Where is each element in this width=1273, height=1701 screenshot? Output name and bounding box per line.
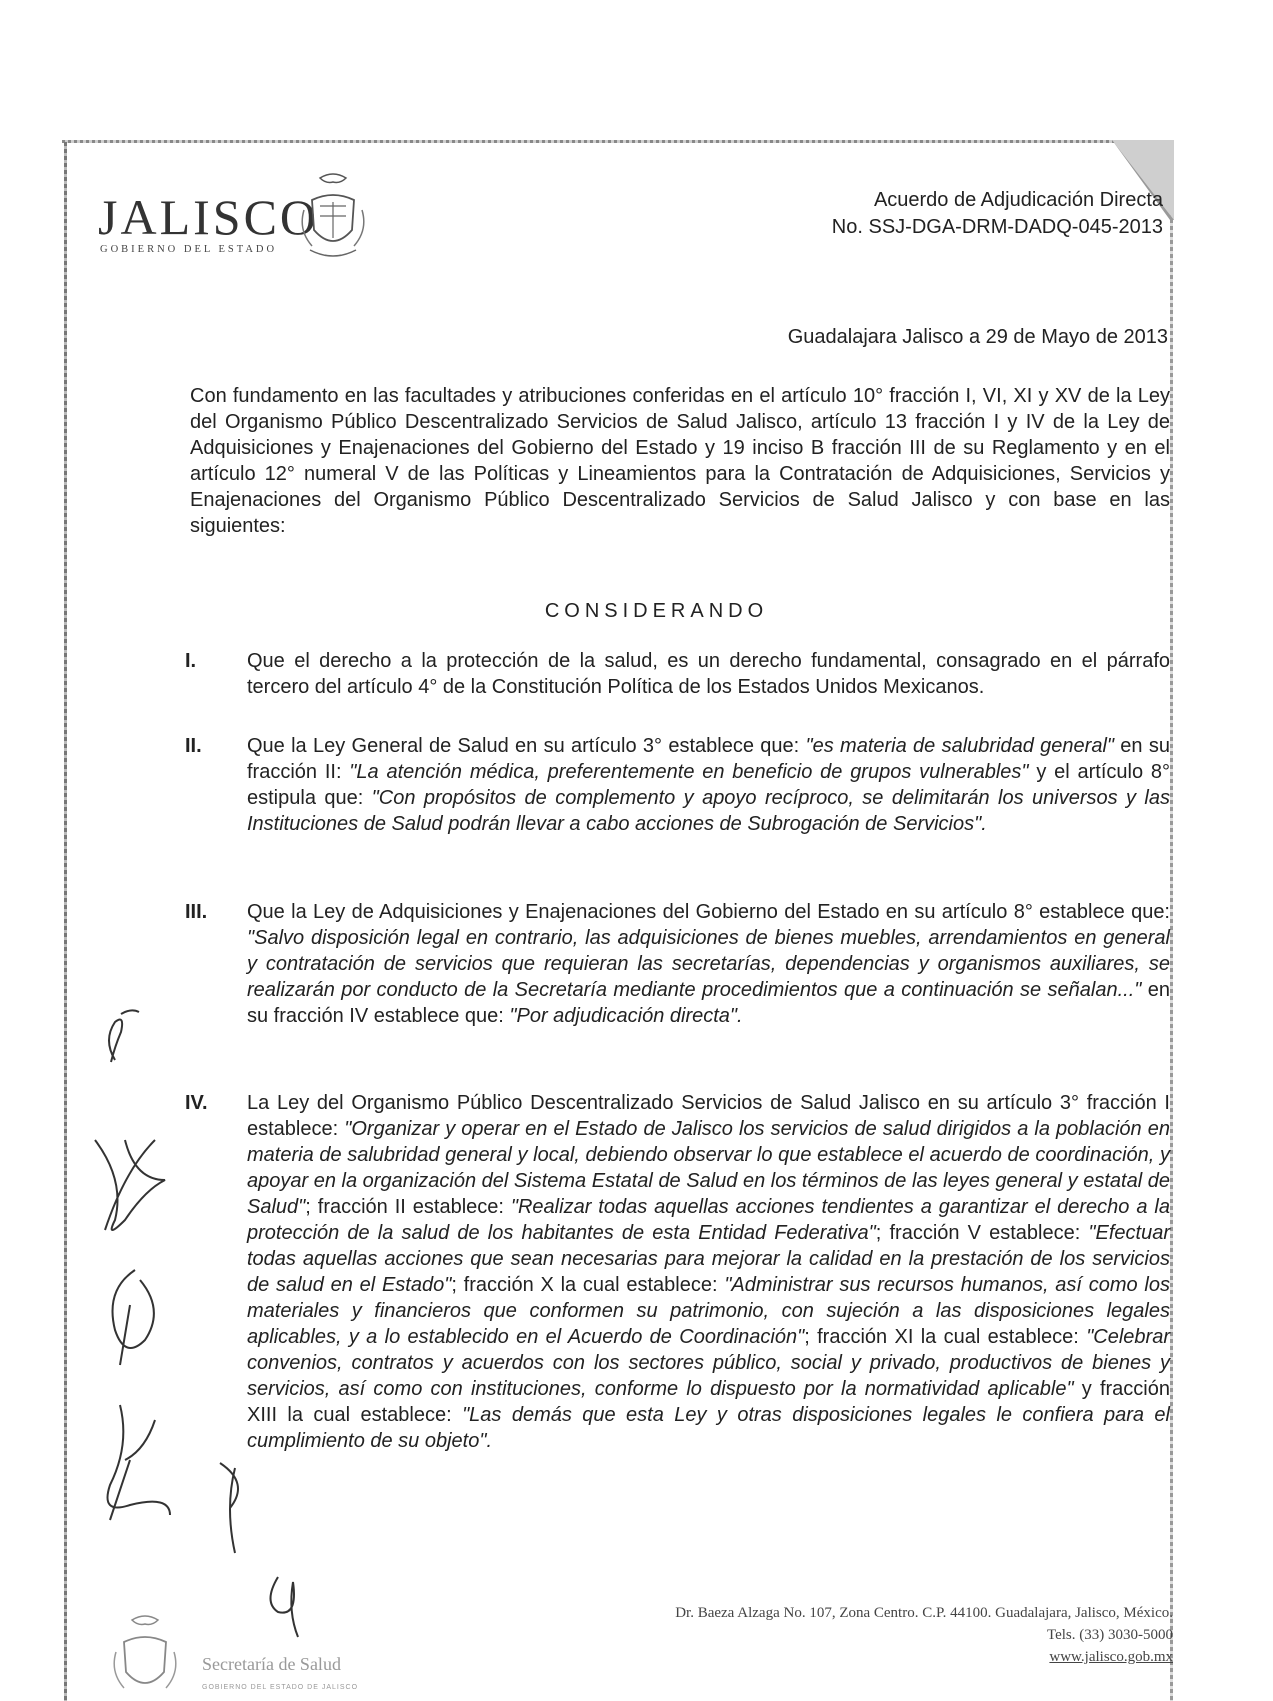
handwritten-signature-1 (85, 1120, 175, 1250)
handwritten-signature-3 (90, 1400, 180, 1530)
coat-of-arms-icon (298, 170, 368, 260)
considerando-item-3 (185, 899, 1170, 1029)
jalisco-logo (98, 170, 368, 260)
item-number: II. (185, 735, 202, 757)
considerando-item-1 (185, 648, 1170, 700)
footer-phone: Tels. (33) 3030-5000 (1046, 1627, 1173, 1643)
document-date: Guadalajara Jalisco a 29 de Mayo de 2013 (787, 326, 1168, 348)
item-number: I. (185, 650, 197, 672)
handwritten-signature-2 (95, 1265, 175, 1375)
handwritten-initial-1 (85, 1000, 155, 1070)
title-line-1: Acuerdo de Adjudicación Directa (873, 189, 1163, 211)
footer-contact (675, 1602, 1173, 1668)
footer-website-link[interactable]: www.jalisco.gob.mx (1049, 1649, 1173, 1665)
intro-paragraph: Con fundamento en las facultades y atribuciones conferidas en el artículo 10° fracción I, VI, XI y XV de la Ley del Organismo Público Descentralizado Servicios de Salud Jalisco, artículo 13 fracción I y IV de la Ley de Adquisiciones y Enajenaciones del Gobierno del Estado y 19 inciso B fracción III de su Reglamento y en el artículo 12° numeral V de las Políticas y Lineamientos para la Contratación de Adquisiciones, Servicios y Enajenaciones del Organismo Público Descentralizado Servicios de Salud Jalisco y con base en las siguientes: (190, 385, 1170, 537)
handwritten-initial-2 (210, 1458, 260, 1558)
item-number: III. (185, 901, 208, 923)
secretaria-subtitle: GOBIERNO DEL ESTADO DE JALISCO (202, 1684, 359, 1691)
document-title (832, 187, 1163, 241)
coat-of-arms-icon (110, 1612, 180, 1701)
secretaria-salud-logo (110, 1612, 370, 1701)
item-text: Que la Ley General de Salud en su artículo 3° establece que: "es materia de salubridad general" en su fracción II: "La atención médica, preferentemente en beneficio de grupos vulnerables" y el artículo 8° estipula que: "Con propósitos de complemento y apoyo recíproco, se delimitarán los universos y las Instituciones de Salud podrán llevar a cabo acciones de Subrogación de Servicios". (247, 735, 1170, 835)
considerando-item-4 (185, 1090, 1170, 1454)
section-heading: CONSIDERANDO (544, 600, 769, 622)
scan-frame-left (64, 142, 67, 1701)
logo-subtitle: GOBIERNO DEL ESTADO (100, 244, 278, 255)
scan-frame-top (62, 140, 1172, 143)
secretaria-name: Secretaría de Salud (202, 1654, 341, 1674)
item-text: La Ley del Organismo Público Descentralizado Servicios de Salud Jalisco en su artículo 3° fracción I establece: "Organizar y operar en el Estado de Jalisco los servicios de salud dirigidos a la población en materia de salubridad general y local, debiendo observar lo que establece el acuerdo de coordinación, y apoyar en la organización del Sistema Estatal de Salud en los términos de las leyes general y estatal de Salud"; fracción II establece: "Realizar todas aquellas acciones tendientes a garantizar el derecho a la protección de la salud de los habitantes de esta Entidad Federativa"; fracción V establece: "Efectuar todas aquellas acciones que sean necesarias para mejorar la calidad en la prestación de los servicios de salud en el Estado"; fracción X la cual establece: "Administrar sus recursos humanos, así como los materiales y financieros que conformen su patrimonio, con sujeción a las disposiciones legales aplicables, y a lo establecido en el Acuerdo de Coordinación"; fracción XI la cual establece: "Celebrar convenios, contratos y acuerdos con los sectores público, social y privado, productivos de bienes y servicios, así como con instituciones, conforme lo dispuesto por la normatividad aplicable" y fracción XIII la cual establece: "Las demás que esta Ley y otras disposiciones legales le confiera para el cumplimiento de su objeto". (247, 1092, 1171, 1452)
footer-address: Dr. Baeza Alzaga No. 107, Zona Centro. C.P. 44100. Guadalajara, Jalisco, México. (675, 1605, 1173, 1621)
agreement-number: No. SSJ-DGA-DRM-DADQ-045-2013 (831, 216, 1163, 238)
scan-frame-right (1170, 142, 1173, 1701)
item-text: Que el derecho a la protección de la salud, es un derecho fundamental, consagrado en el párrafo tercero del artículo 4° de la Constitución Política de los Estados Unidos Mexicanos. (247, 650, 1170, 698)
logo-wordmark: JALISCO (98, 189, 320, 245)
item-text: Que la Ley de Adquisiciones y Enajenaciones del Gobierno del Estado en su artículo 8° establece que: "Salvo disposición legal en contrario, las adquisiciones de bienes muebles, arrendamientos en general y contratación de servicios que requieran las secretarías, dependencias y organismos auxiliares, se realizarán por conducto de la Secretaría mediante procedimientos que a continuación se señalan..." en su fracción IV establece que: "Por adjudicación directa". (247, 901, 1170, 1027)
considerando-item-2 (185, 733, 1170, 837)
item-number: IV. (185, 1092, 208, 1114)
